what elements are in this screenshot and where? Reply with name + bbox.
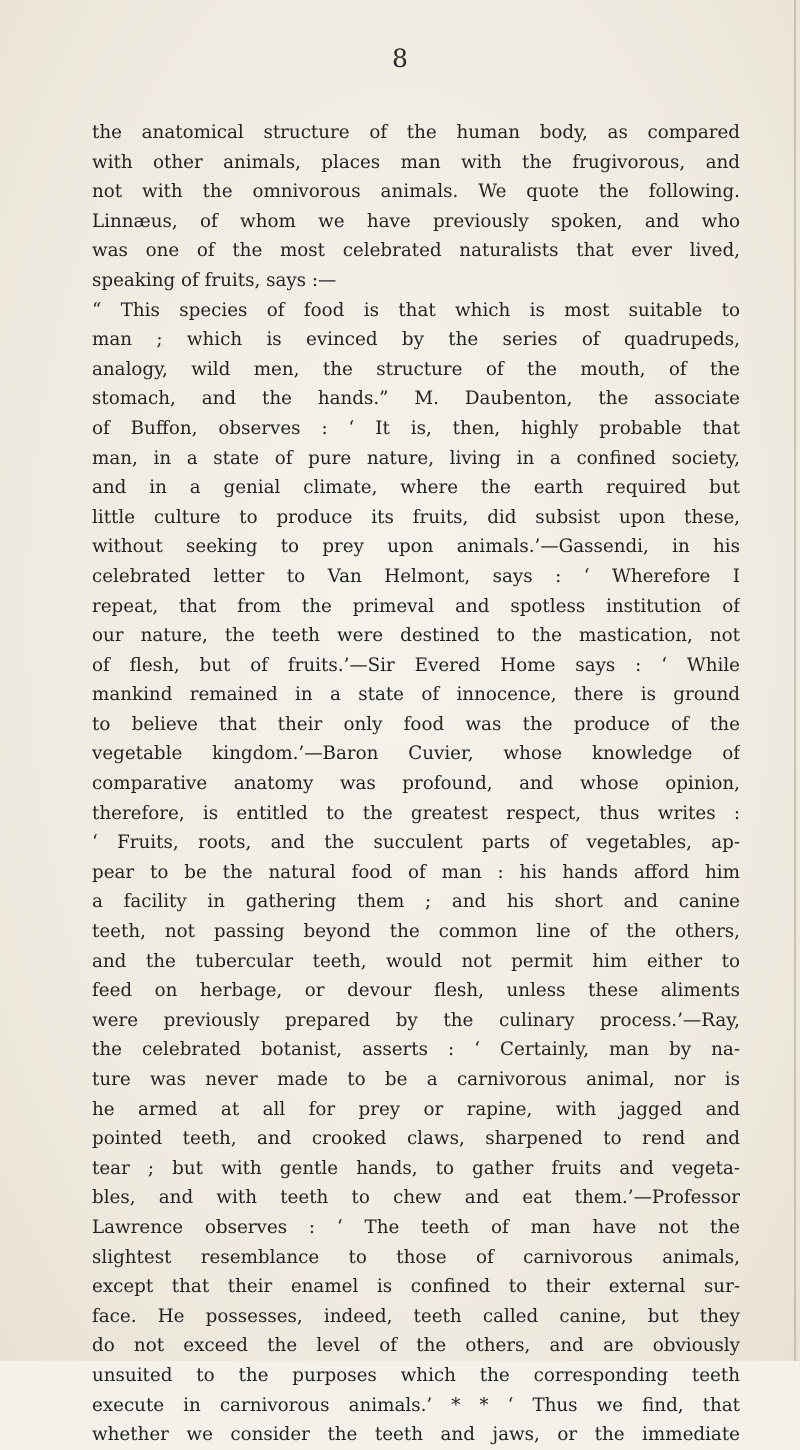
text-line: he armed at all for prey or rapine, with jagged and xyxy=(92,1098,740,1120)
text-line: not with the omnivorous animals. We quote the following. xyxy=(92,181,740,203)
text-line: Lawrence observes : ‘ The teeth of man have not the xyxy=(92,1216,740,1238)
text-line: teeth, not passing beyond the common line of the others, xyxy=(92,921,740,943)
text-line: the celebrated botanist, asserts : ‘ Certainly, man by na- xyxy=(92,1039,740,1061)
text-line: except that their enamel is confined to their external sur- xyxy=(92,1276,740,1298)
text-line: pear to be the natural food of man : his hands afford him xyxy=(92,861,740,883)
text-line: mankind remained in a state of innocence, there is ground xyxy=(92,684,740,706)
text-line: face. He possesses, indeed, teeth called canine, but they xyxy=(92,1305,740,1327)
text-line: were previously prepared by the culinary process.’—Ray, xyxy=(92,1009,740,1031)
text-line: repeat, that from the primeval and spotless institution of xyxy=(92,595,740,617)
text-line: “ This species of food is that which is most suitable to xyxy=(92,299,740,321)
page-edge xyxy=(794,0,796,1361)
text-line: man, in a state of pure nature, living in a confined society, xyxy=(92,447,740,469)
text-line: man ; which is evinced by the series of quadrupeds, xyxy=(92,329,740,351)
text-line: bles, and with teeth to chew and eat them.’—Professor xyxy=(92,1187,740,1209)
text-line: pointed teeth, and crooked claws, sharpened to rend and xyxy=(92,1128,740,1150)
text-line: vegetable kingdom.’—Baron Cuvier, whose knowledge of xyxy=(92,743,740,765)
text-line: to believe that their only food was the produce of the xyxy=(92,713,740,735)
text-line: and the tubercular teeth, would not permit him either to xyxy=(92,950,740,972)
text-line: and in a genial climate, where the earth required but xyxy=(92,477,740,499)
text-line: unsuited to the purposes which the corresponding teeth xyxy=(92,1364,740,1386)
text-line: our nature, the teeth were destined to the mastication, not xyxy=(92,625,740,647)
text-line: ture was never made to be a carnivorous animal, nor is xyxy=(92,1069,740,1090)
body-text xyxy=(92,118,740,1450)
text-line: was one of the most celebrated naturalists that ever lived, xyxy=(92,240,740,262)
text-line: speaking of fruits, says :— xyxy=(92,269,337,291)
text-line: the anatomical structure of the human body, as compared xyxy=(92,122,740,143)
text-line: of Buffon, observes : ‘ It is, then, highly probable that xyxy=(92,417,740,439)
text-line: comparative anatomy was profound, and whose opinion, xyxy=(92,773,740,795)
text-line: slightest resemblance to those of carnivorous animals, xyxy=(92,1246,740,1268)
text-line: therefore, is entitled to the greatest respect, thus writes : xyxy=(92,802,740,824)
text-line: feed on herbage, or devour flesh, unless these aliments xyxy=(92,980,740,1002)
page-number: 8 xyxy=(392,44,408,73)
text-line: without seeking to prey upon animals.’—Gassendi, in his xyxy=(92,536,740,558)
text-line: a facility in gathering them ; and his short and canine xyxy=(92,891,740,913)
text-line: execute in carnivorous animals.’ * * ‘ Thus we find, that xyxy=(92,1394,740,1416)
text-line: Linnæus, of whom we have previously spoken, and who xyxy=(92,210,740,232)
text-line: with other animals, places man with the frugivorous, and xyxy=(92,151,740,173)
text-line: stomach, and the hands.” M. Daubenton, the associate xyxy=(92,388,740,410)
text-line: celebrated letter to Van Helmont, says : ‘ Wherefore I xyxy=(92,565,740,587)
text-line: of flesh, but of fruits.’—Sir Evered Home says : ‘ While xyxy=(92,654,740,676)
text-line: little culture to produce its fruits, did subsist upon these, xyxy=(92,506,740,528)
text-line: analogy, wild men, the structure of the mouth, of the xyxy=(92,358,740,380)
text-line: ‘ Fruits, roots, and the succulent parts of vegetables, ap- xyxy=(92,832,740,854)
text-line: do not exceed the level of the others, and are obviously xyxy=(92,1335,740,1357)
text-line: tear ; but with gentle hands, to gather fruits and vegeta- xyxy=(92,1157,740,1179)
text-line: whether we consider the teeth and jaws, or the immediate xyxy=(92,1424,740,1446)
